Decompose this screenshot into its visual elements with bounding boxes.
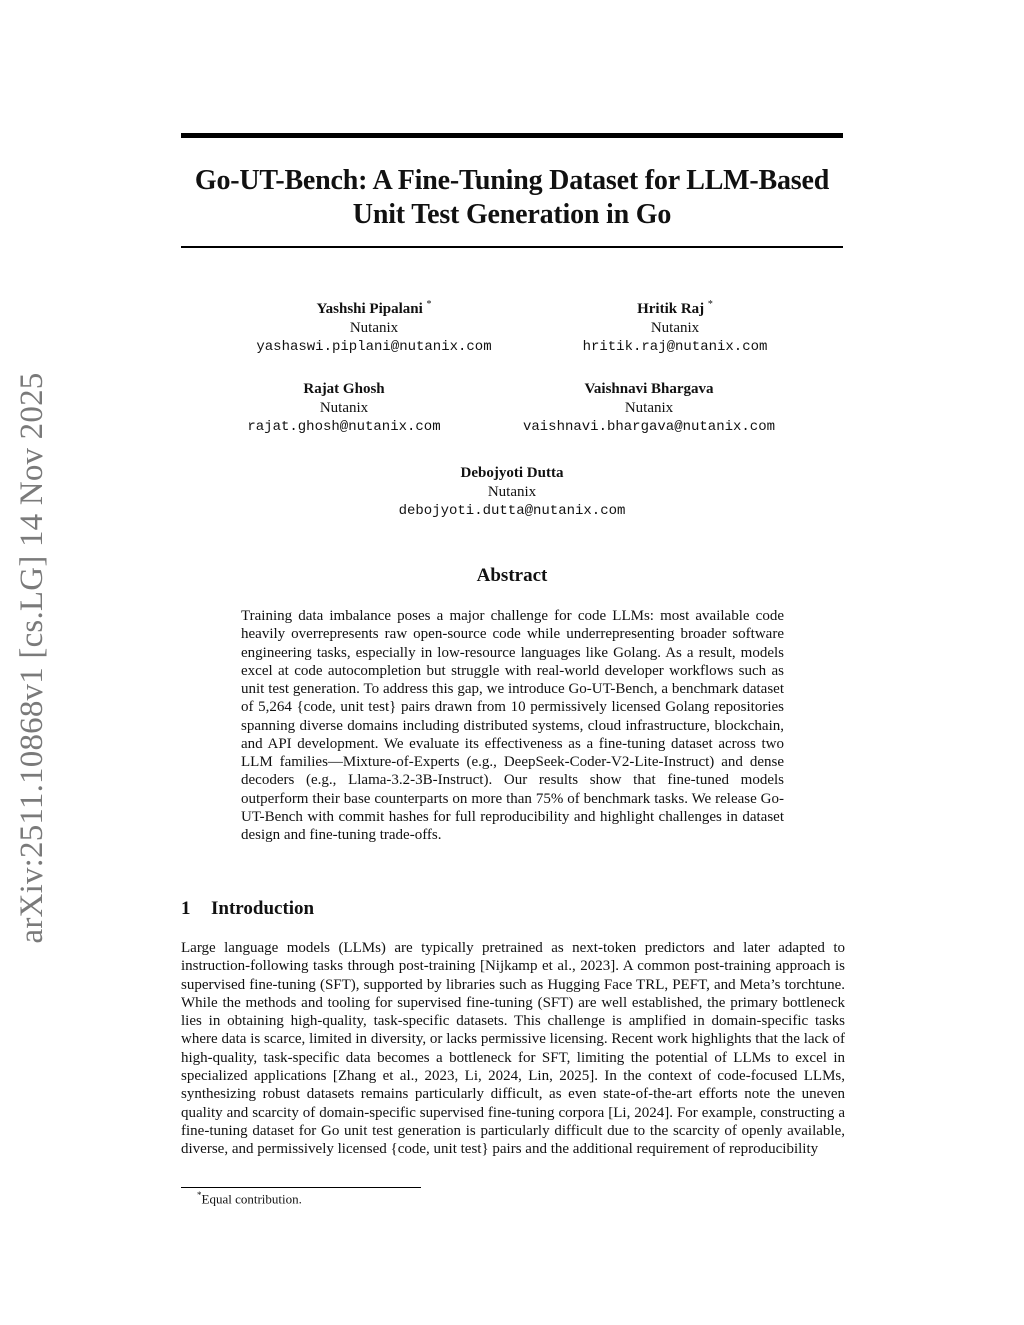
author-name: Yashshi Pipalani: [316, 301, 423, 317]
author-block: [499, 380, 799, 437]
author-name: Debojyoti Dutta: [460, 465, 564, 481]
author-footnote-mark: *: [707, 299, 713, 310]
introduction-text: Large language models (LLMs) are typically pretrained as next-token predictors and later adapted to instruction-following tasks through post-training [Nijkamp et al., 2023]. A common post-training approach is supervised fine-tuning (SFT), supported by libraries such as Hugging Face TRL, PEFT, and Meta’s torchtune. While the methods and tooling for supervised fine-tuning (SFT) are well established, the primary bottleneck lies in obtaining high-quality, task-specific datasets. This challenge is amplified in domain-specific tasks where data is scarce, limited in diversity, or lacks permissive licensing. Recent work highlights that the lack of high-quality, task-specific data becomes a bottleneck for SFT, limiting the potential of LLMs to excel in specialized applications [Zhang et al., 2023, Li, 2024, Lin, 2025]. In the context of code-focused LLMs, synthesizing robust datasets remains particularly difficult, as even state-of-the-art efforts note the uneven quality and scarcity of domain-specific supervised fine-tuning corpora [Li, 2024]. For example, constructing a fine-tuning dataset for Go unit test generation is particularly difficult due to the scarcity of openly available, diverse, and permissively licensed {code, unit test} pairs and the additional requirement of reproducibility: [181, 940, 845, 1158]
paper-title: [181, 164, 843, 232]
author-name: Rajat Ghosh: [303, 381, 385, 397]
author-email[interactable]: yashaswi.piplani@nutanix.com: [256, 339, 492, 355]
author-affiliation: Nutanix: [650, 320, 700, 336]
author-email[interactable]: debojyoti.dutta@nutanix.com: [398, 503, 626, 519]
author-email[interactable]: vaishnavi.bhargava@nutanix.com: [522, 419, 776, 435]
footnote-mark: *: [197, 1190, 202, 1200]
footnote-rule: [181, 1187, 421, 1188]
author-affiliation: Nutanix: [487, 484, 537, 500]
author-affiliation: Nutanix: [349, 320, 399, 336]
title-top-rule: [181, 133, 843, 138]
author-block: [224, 295, 524, 357]
abstract-heading: Abstract: [476, 565, 548, 586]
footnote: [197, 1190, 302, 1207]
section-heading: [181, 898, 314, 920]
author-block: [194, 380, 494, 437]
author-email[interactable]: rajat.ghosh@nutanix.com: [247, 419, 441, 435]
arxiv-identifier: arXiv:2511.10868v1 [cs.LG] 14 Nov 2025: [14, 372, 50, 944]
section-number: 1: [181, 898, 191, 919]
section-title: Introduction: [211, 898, 315, 919]
author-name: Hritik Raj: [637, 301, 705, 317]
footnote-text: Equal contribution.: [201, 1191, 302, 1207]
author-email[interactable]: hritik.raj@nutanix.com: [582, 339, 768, 355]
author-block: [525, 295, 825, 357]
author-affiliation: Nutanix: [624, 400, 674, 416]
author-name: Vaishnavi Bhargava: [584, 381, 714, 397]
author-affiliation: Nutanix: [319, 400, 369, 416]
title-bottom-rule: [181, 246, 843, 248]
author-footnote-mark: *: [426, 299, 432, 310]
paper-title-line-1: Go-UT-Bench: A Fine-Tuning Dataset for LLM-Based: [194, 165, 830, 196]
paper-title-line-2: Unit Test Generation in Go: [352, 199, 672, 230]
abstract-text: Training data imbalance poses a major challenge for code LLMs: most available code heavily overrepresents raw open-source code while underrepresenting broader software engineering tasks, especially in low-resource languages like Golang. As a result, models excel at code autocompletion but struggle with real-world developer workflows such as unit test generation. To address this gap, we introduce Go-UT-Bench, a benchmark dataset of 5,264 {code, unit test} pairs drawn from 10 permissively licensed Golang repositories spanning diverse domains including distributed systems, cloud infrastructure, blockchain, and API development. We evaluate its effectiveness as a fine-tuning dataset across two LLM families—Mixture-of-Experts (e.g., DeepSeek-Coder-V2-Lite-Instruct) and dense decoders (e.g., Llama-3.2-3B-Instruct). Our results show that fine-tuned models outperform their base counterparts on more than 75% of benchmark tasks. We release Go-UT-Bench with commit hashes for full reproducibility and highlight challenges in dataset design and fine-tuning trade-offs.: [241, 608, 784, 843]
author-block: [362, 464, 662, 521]
